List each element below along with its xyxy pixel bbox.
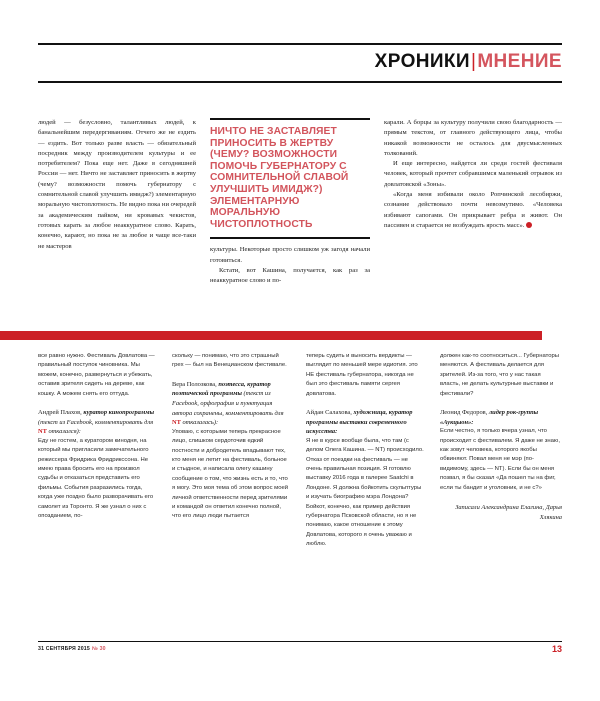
footer-rule <box>38 641 562 642</box>
pullquote: НИЧТО НЕ ЗАСТАВЛЯЕТ ПРИНОСИТЬ В ЖЕРТВУ (ЧЕМУ? ВОЗМОЖНОСТИ ПОМОЧЬ ГУБЕРНАТОРУ С СОМНИТЕЛЬНОЙ СЛАВОЙ УЛУЧШИТЬ ИМИДЖ?) ЭЛЕМЕНТАРНУЮ МОРАЛЬНУЮ ЧИСТОПЛОТНОСТЬ <box>210 126 349 230</box>
attribution-role: лидер рок-группы «Аукцыон»: <box>440 409 539 426</box>
attribution-role: куратор кинопрограммы <box>83 409 155 417</box>
paragraph: скольку — понимаю, что это страшный грех — был на Венецианском фестивале. <box>172 353 287 369</box>
page-title <box>375 51 562 73</box>
opinion-text <box>38 352 156 399</box>
paragraph: Еду не гостем, а куратором кинодня, на который мы пригласили замечательного режиссера Фридрика Фридрикссона. Не имею права бросить его на произвол судьбы и отказаться представить его фильмы. События разразились тогда, когда уже поздно было разворачивать его самолет из Торонто. Я же узнал о них с опозданием, по- <box>38 437 154 520</box>
paragraph: все равно нужно. Фестиваль Довлатова — правильный поступок чиновника. Мы можем, конечно, развернуться и убежать, оставив зрителя сидеть на дереве, как кошку. А можем снять его оттуда. <box>38 353 155 397</box>
opinion-text <box>440 352 562 399</box>
spacer <box>306 399 424 408</box>
masthead-rule-bottom <box>38 81 562 83</box>
paragraph: Уповаю, с которыми теперь прекрасное лицо, слишком сердоточив едкий постности и добродетель впадывают тех, кто меня не летит на фестиваль, больное и стыдное, и написала олегу кашину сообщение о том, что жизнь есть и то, что я могу. Это моя тема об этом вопрос моей личной ответственности перед зрителями и командой он ответил конечно полной, что его лицо люди пытается <box>172 428 289 520</box>
attribution-name: Вера Полозкова, <box>172 380 217 388</box>
footer-issue-number: № 30 <box>91 646 106 652</box>
paragraph: Я не в курсе вообще была, что там (с делом Олега Кашина. — NT) происходило. Отказ от поездки на фестиваль — не очень правильная позиция. Я готовлю выставку 2016 года в галерее Saatchi в Лондоне. Я должна бойкотить скульптуры и изучать биографию мэра Лондона? Бойкот, конечно, как пример действия губернатора Псковской области, но я не понимаю, какое отношение к этому Довлатова, которого я очень уважаю и люблю. <box>306 437 424 548</box>
opinion-column-2 <box>172 352 290 522</box>
masthead-separator: | <box>470 51 477 72</box>
attribution-note-b: отказался): <box>46 428 81 436</box>
paragraph-text: «Когда меня избивали около Ропчинской лесобиржи, сознание действовало почти невозмутимо. «Человека избивают сапогами. Он прикрывает ребра и живот. Он пассивен и старается не возбуждать ярость масс». <box>384 191 562 229</box>
paragraph: карали. А борцы за культуру получили свою благодарность — прямым текстом, от главного действующего лица, чтобы никакой возможности не осталось для двусмысленных толкований. <box>384 119 562 157</box>
article-column-2-body <box>210 245 370 286</box>
attribution-note-a: (текст из Facebook, орфография и пунктуация автора сохранены, комментировать для <box>172 390 284 417</box>
pullquote-rule-top <box>210 118 370 120</box>
attribution-note-a: (текст из Facebook, комментировать для <box>38 418 154 426</box>
opinion-column-1 <box>38 352 156 521</box>
top-article <box>38 118 562 318</box>
footer-date: 31 СЕНТЯБРЯ 2015 <box>38 646 90 652</box>
opinion-text <box>172 428 290 522</box>
opinion-text <box>306 437 424 550</box>
article-column-2 <box>210 118 370 287</box>
spacer <box>172 371 290 380</box>
attribution-name: Андрей Плахов, <box>38 409 82 417</box>
attribution-role: поэтесса, куратор поэтической программы <box>172 380 271 398</box>
masthead-rule-top <box>38 43 562 45</box>
page-number: 13 <box>551 644 562 654</box>
paragraph: теперь судить и выносить вердикты — выглядит по меньшей мере идиотия. это НЕ фестиваль губернатора, никогда не был это фестиваль памяти сергея довлатова. <box>306 353 418 397</box>
paragraph: И еще интересно, найдется ли среди гостей фестиваля человек, который прочтет собравшимся маленький отрывок из довлатовской «Зоны». <box>384 160 562 188</box>
attribution <box>306 408 424 437</box>
opinions-section <box>38 352 562 632</box>
paragraph: Если честно, я только вчера узнал, что происходит с фестивалем. Я даже не знаю, как зовут человека, которого якобы обвиняют. Повал меня не мэр (по-видимому, здесь — NT). Если бы он меня позвал, я бы сказал «Да пошел ты на фиг, если ты бандит и уголовник, и не с?» <box>440 428 560 491</box>
paragraph-with-endmark <box>384 190 562 231</box>
opinion-text <box>38 437 156 522</box>
opinion-column-3 <box>306 352 424 550</box>
paragraph: должен как-то соотноситься... Губернаторы меняются. А фестиваль делается для зрителей. Из-за того, что у нас такая власть, не делать культурные выставки и фестивали? <box>440 353 560 397</box>
opinion-text <box>172 352 290 371</box>
attribution-note-b: отказалась): <box>180 419 219 427</box>
opinion-column-4 <box>440 352 562 522</box>
nt-abbr: NT <box>172 419 181 427</box>
opinion-text <box>306 352 424 399</box>
masthead-subsection: МНЕНИЕ <box>477 51 562 72</box>
attribution-role: художница, куратор программы выставки современного искусства: <box>306 409 413 436</box>
red-divider-bar <box>0 331 542 340</box>
attribution <box>172 380 290 428</box>
paragraph: Кстати, вот Кашина, получается, как раз за неаккуратное слово и по- <box>210 266 370 285</box>
pullquote-rule-bottom <box>210 237 370 239</box>
masthead-section: ХРОНИКИ <box>374 51 470 72</box>
attribution-name: Леонид Федоров, <box>440 409 488 417</box>
spacer <box>440 399 562 408</box>
paragraph: людей — безусловно, талантливых людей, к банальнейшим передергиваниям. Отчего же не ездить — ездить. Вот только разве власть — обязательный посредник между производителем культуры и ее потребителем? Пока еще нет. Даже в сегодняшней России — нет. Ничто не заставляет приносить в жертву (чему? возможности помочь губернатору с сомнительной славой улучшить имидж?) элементарную моральную чистоплотность. Не видно пока ни очередей за академическим пайком, ни кровавых чекистов, готовых карать за любое неаккуратное слово. Карать, конечно, карают, но пока не за любое и чаще все-таки не мастеров <box>38 119 196 250</box>
article-column-1 <box>38 118 196 252</box>
attribution-name: Айдан Салахова, <box>306 409 352 417</box>
byline-credits: Записали Александрина Елагина, Дарья Хлякина <box>455 504 562 521</box>
footer-issue-line <box>38 646 106 652</box>
article-column-3 <box>384 118 562 231</box>
end-mark-icon <box>526 222 532 228</box>
attribution <box>440 408 562 427</box>
masthead <box>38 43 562 83</box>
spacer <box>38 399 156 408</box>
attribution <box>38 408 156 437</box>
paragraph: культуры. Некоторые просто слишком уж загодя начали готовиться. <box>210 246 370 264</box>
nt-abbr: NT <box>38 428 47 436</box>
opinion-text <box>440 427 562 493</box>
